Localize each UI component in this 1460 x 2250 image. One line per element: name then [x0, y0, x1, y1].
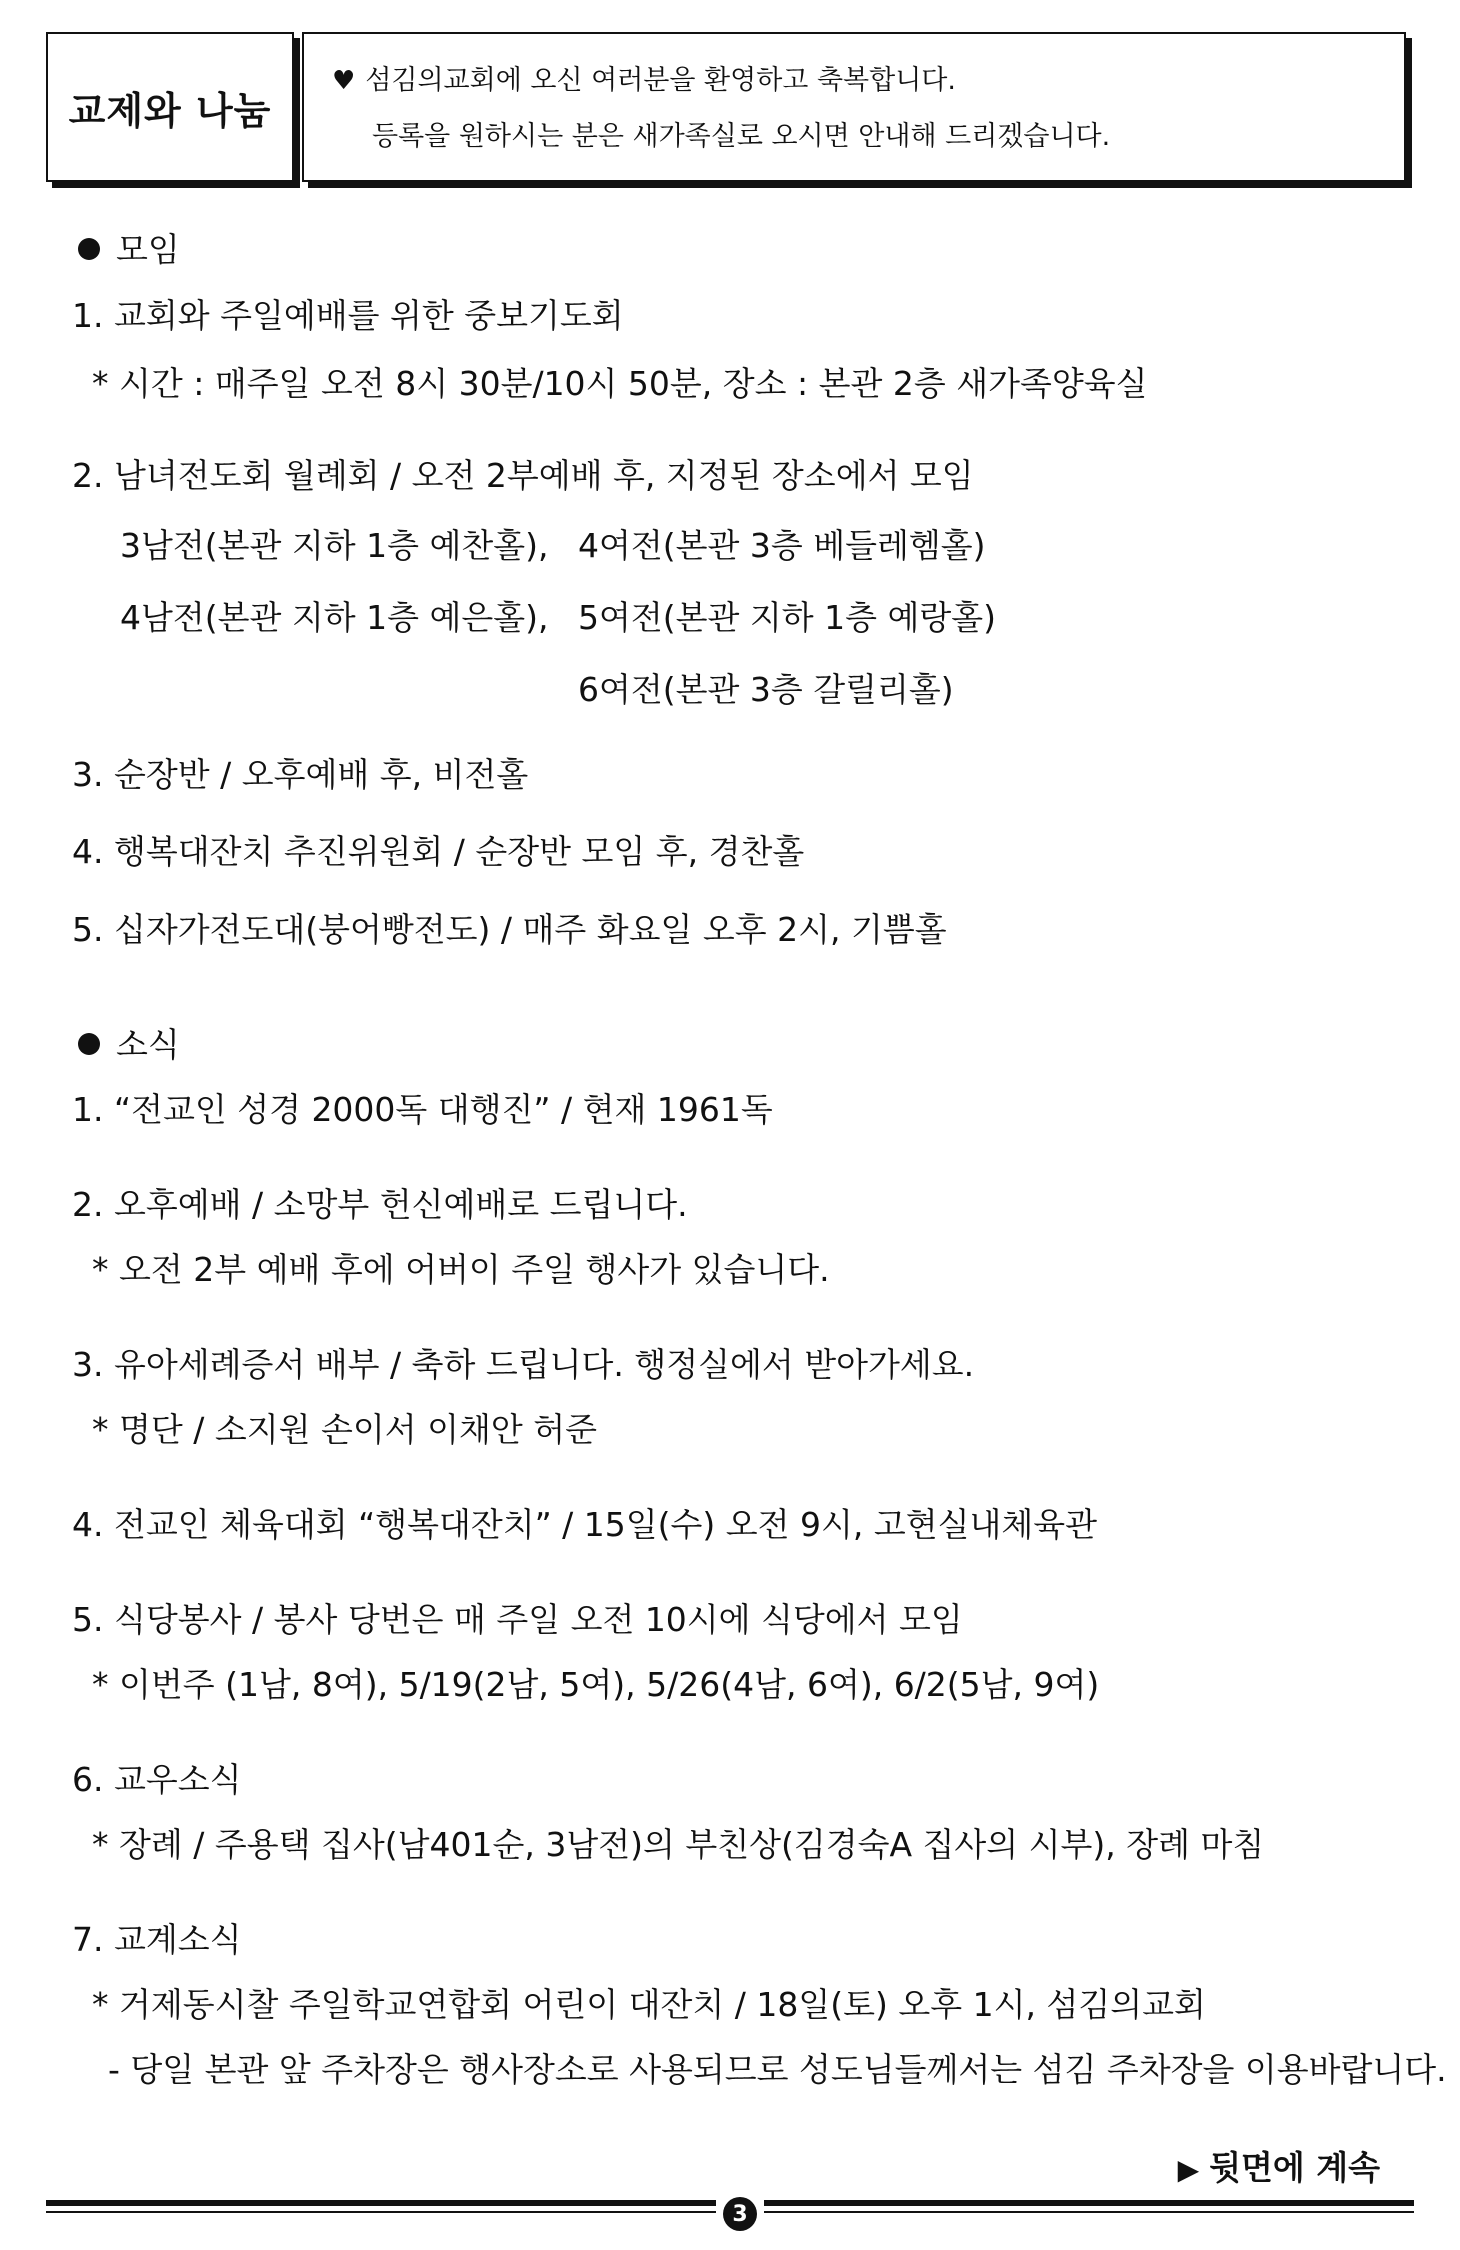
welcome-notice-box — [302, 32, 1406, 182]
bullet-icon — [78, 238, 100, 260]
footer-rule-right — [764, 2200, 1414, 2206]
news-heading: 소식 — [72, 1025, 180, 1065]
news-item-6-detail: * 장례 / 주용택 집사(남401순, 3남전)의 부친상(김경숙A 집사의 시부), 장례 마침 — [92, 1825, 1265, 1864]
news-item-5: 5. 식당봉사 / 봉사 당번은 매 주일 오전 10시에 식당에서 모임 — [72, 1600, 963, 1639]
meetings-heading: 모임 — [72, 230, 180, 270]
continue-notice: ▶ 뒷면에 계속 — [1177, 2148, 1380, 2187]
footer-rule-left — [46, 2200, 716, 2206]
welcome-line — [332, 64, 1376, 98]
news-item-5-detail: * 이번주 (1남, 8여), 5/19(2남, 5여), 5/26(4남, 6여), 6/2(5남, 9여) — [92, 1665, 1100, 1704]
welcome-text: 섬김의교회에 오신 여러분을 환영하고 축복합니다. — [365, 65, 956, 96]
news-item-2: 2. 오후예배 / 소망부 헌신예배로 드립니다. — [72, 1185, 688, 1224]
news-item-4: 4. 전교인 체육대회 “행복대잔치” / 15일(수) 오전 9시, 고현실내체육관 — [72, 1505, 1098, 1544]
news-item-7-note: - 당일 본관 앞 주차장은 행사장소로 사용되므로 성도님들께서는 섬김 주차장을 이용바랍니다. — [108, 2050, 1447, 2089]
section-title: 교제와 나눔 — [68, 88, 272, 133]
news-item-3: 3. 유아세례증서 배부 / 축하 드립니다. 행정실에서 받아가세요. — [72, 1345, 975, 1384]
meeting-item-3: 3. 순장반 / 오후예배 후, 비전홀 — [72, 755, 529, 794]
meeting-item-2: 2. 남녀전도회 월례회 / 오전 2부예배 후, 지정된 장소에서 모임 — [72, 456, 974, 495]
meeting-location-3m: 3남전(본관 지하 1층 예찬홀), — [120, 526, 549, 565]
meeting-location-4w: 4여전(본관 3층 베들레헴홀) — [578, 526, 986, 565]
play-arrow-icon: ▶ — [1177, 2153, 1200, 2186]
meeting-item-5: 5. 십자가전도대(붕어빵전도) / 매주 화요일 오후 2시, 기쁨홀 — [72, 910, 947, 949]
news-item-3-detail: * 명단 / 소지원 손이서 이채안 허준 — [92, 1410, 597, 1449]
meeting-location-4m: 4남전(본관 지하 1층 예은홀), — [120, 598, 549, 637]
meeting-location-6w: 6여전(본관 3층 갈릴리홀) — [578, 670, 954, 709]
meeting-item-1-detail: * 시간 : 매주일 오전 8시 30분/10시 50분, 장소 : 본관 2층 새가족양육실 — [92, 364, 1148, 403]
bullet-icon — [78, 1033, 100, 1055]
registration-text: 등록을 원하시는 분은 새가족실로 오시면 안내해 드리겠습니다. — [372, 121, 1111, 152]
footer-rule-left-thin — [46, 2211, 716, 2213]
heart-icon: ♥ — [332, 66, 356, 96]
meeting-item-1: 1. 교회와 주일예배를 위한 중보기도회 — [72, 296, 624, 335]
footer-rule-right-thin — [764, 2211, 1414, 2213]
news-item-2-detail: * 오전 2부 예배 후에 어버이 주일 행사가 있습니다. — [92, 1250, 830, 1289]
meeting-item-4: 4. 행복대잔치 추진위원회 / 순장반 모임 후, 경찬홀 — [72, 832, 805, 871]
page-number: 3 — [723, 2197, 757, 2231]
meeting-location-5w: 5여전(본관 지하 1층 예랑홀) — [578, 598, 996, 637]
news-item-6: 6. 교우소식 — [72, 1760, 242, 1799]
news-item-7: 7. 교계소식 — [72, 1920, 242, 1959]
news-item-1: 1. “전교인 성경 2000독 대행진” / 현재 1961독 — [72, 1090, 773, 1129]
news-item-7-detail: * 거제동시찰 주일학교연합회 어린이 대잔치 / 18일(토) 오후 1시, 섬김의교회 — [92, 1985, 1206, 2024]
section-title-box — [46, 32, 294, 182]
